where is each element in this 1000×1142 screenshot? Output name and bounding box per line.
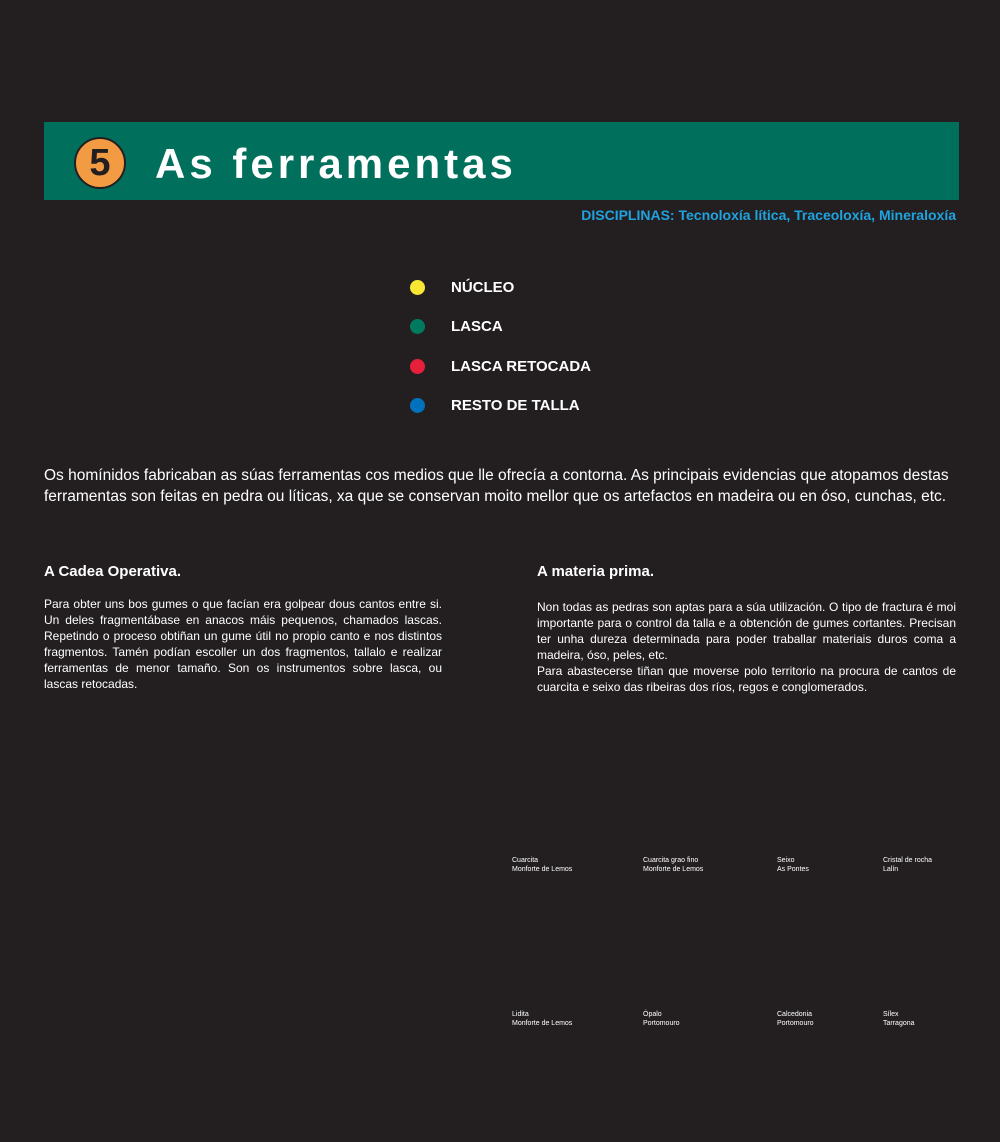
blue-dot-icon (410, 398, 425, 413)
red-dot-icon (410, 359, 425, 374)
sample-place: As Pontes (777, 865, 809, 873)
sample-caption (512, 857, 572, 874)
sample-name: Cuarcita (512, 857, 539, 864)
legend (410, 276, 591, 434)
page-title: As ferramentas (155, 140, 517, 187)
sample-caption (643, 857, 703, 874)
sample-name: Cuarcita grao fino (643, 857, 699, 864)
section-heading: A Cadea Operativa. (44, 563, 181, 580)
sample-place: Portomouro (777, 1019, 814, 1027)
legend-label: LASCA RETOCADA (451, 357, 592, 375)
section-heading: A materia prima. (537, 563, 654, 580)
yellow-dot-icon (410, 280, 425, 295)
sample-name: Calcedonia (777, 1011, 813, 1018)
disciplines-label: DISCIPLINAS: Tecnoloxía lítica, Traceoloxía, Mineraloxía (581, 207, 956, 223)
sample-name: Sílex (883, 1011, 899, 1018)
legend-item-lasca-retocada (410, 355, 591, 377)
sample-caption (883, 857, 932, 874)
section-paragraph: Non todas as pedras son aptas para a súa utilización. O tipo de fractura é moi importante para o control da talla e a obtención de gumes cortantes. Precisan ter unha dureza determinada para poder traballar materiais duros coma a madeira, óso, peles, etc. (537, 600, 956, 662)
legend-item-nucleo (410, 276, 591, 298)
sample-name: Lidita (512, 1011, 529, 1018)
sample-caption (643, 1011, 680, 1028)
intro-paragraph: Os homínidos fabricaban as súas ferramentas cos medios que lle ofrecía a contorna. As principais evidencias que atopamos destas ferramentas son feitas en pedra ou líticas, xa que se conservan moito mellor que os artefactos en madeira ou en óso, cunchas, etc. (44, 467, 949, 505)
sample-caption (883, 1011, 915, 1028)
section-materia-prima (537, 563, 956, 695)
legend-label: LASCA (451, 318, 503, 335)
section-number-badge: 5 (74, 137, 126, 189)
green-dot-icon (410, 319, 425, 334)
sample-place: Tarragona (883, 1019, 915, 1027)
section-paragraph: Para abastecerse tiñan que moverse polo territorio na procura de cantos de cuarcita e seixo das ribeiras dos ríos, regos e conglomerados. (537, 664, 956, 694)
sample-name: Seixo (777, 857, 795, 864)
sample-caption (512, 1011, 572, 1028)
sample-place: Portomouro (643, 1019, 680, 1027)
sample-place: Monforte de Lemos (643, 865, 704, 873)
legend-label: RESTO DE TALLA (451, 397, 580, 414)
sample-place: Lalín (883, 865, 899, 873)
legend-item-lasca (410, 316, 591, 338)
sample-caption (777, 857, 809, 874)
section-cadea-operativa (44, 563, 442, 692)
sample-place: Monforte de Lemos (512, 865, 573, 873)
sample-caption (777, 1011, 814, 1028)
sample-name: Ópalo (643, 1011, 662, 1018)
legend-label: NÚCLEO (451, 278, 515, 296)
sample-place: Monforte de Lemos (512, 1019, 573, 1027)
section-paragraph: Para obter uns bos gumes o que facían era golpear dous cantos entre si. Un deles fragmentábase en anacos máis pequenos, chamados lascas. Repetindo o proceso obtiñan un gume útil no propio canto e nos distintos fragmentos. Tamén podían escoller un dos fragmentos, tallalo e realizar ferramentas de menor tamaño. Son os instrumentos sobre lasca, ou lascas retocadas. (44, 597, 442, 691)
legend-item-resto-de-talla (410, 395, 591, 417)
sample-name: Cristal de rocha (883, 857, 933, 864)
